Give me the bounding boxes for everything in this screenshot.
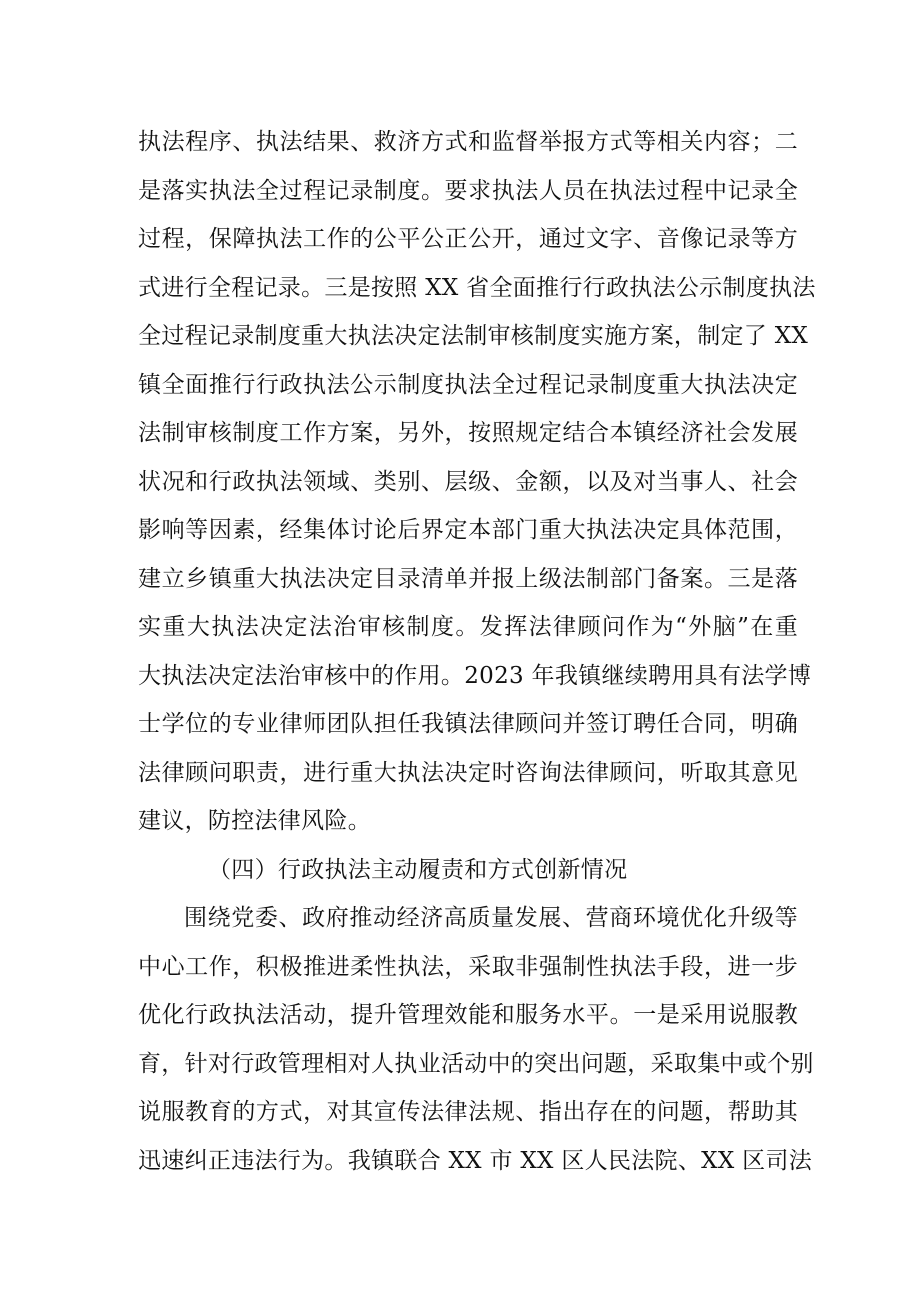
text-line: 镇全面推行行政执法公示制度执法全过程记录制度重大执法决定 — [138, 371, 798, 398]
text-line: 建议，防控法律风险。 — [138, 808, 371, 834]
text-line: 执法程序、执法结果、救济方式和监督举报方式等相关内容；二 — [138, 129, 798, 155]
text-line: 育，针对行政管理相对人执业活动中的突出问题，采取集中或个别 — [138, 1050, 814, 1077]
text-line: 说服教育的方式，对其宣传法律法规、指出存在的问题，帮助其 — [138, 1099, 798, 1125]
text-line: 过程，保障执法工作的公平公正公开，通过文字、音像记录等方 — [138, 226, 798, 252]
text-line: 围绕党委、政府推动经济高质量发展、营商环境优化升级等 — [184, 905, 798, 931]
paragraph-legal-review — [138, 118, 816, 846]
section-heading: （四）行政执法主动履责和方式创新情况 — [208, 856, 628, 883]
text-line: 法制审核制度工作方案，另外，按照规定结合本镇经济社会发展 — [138, 420, 798, 446]
text-line: 士学位的专业律师团队担任我镇法律顾问并签订聘任合同，明确 — [138, 711, 798, 737]
text-line: 实重大执法决定法治审核制度。发挥法律顾问作为“外脑”在重 — [138, 614, 798, 640]
text-line: 中心工作，积极推进柔性执法，采取非强制性执法手段，进一步 — [138, 953, 798, 980]
text-line: 大执法决定法治审核中的作用。2023 年我镇继续聘用具有法学博 — [138, 662, 812, 689]
text-line: 式进行全程记录。三是按照 XX 省全面推行行政执法公示制度执法 — [138, 274, 816, 301]
text-line: 迅速纠正违法行为。我镇联合 XX 市 XX 区人民法院、XX 区司法 — [138, 1147, 812, 1174]
text-line: 优化行政执法活动，提升管理效能和服务水平。一是采用说服教 — [138, 1002, 798, 1028]
text-line: 建立乡镇重大执法决定目录清单并报上级法制部门备案。三是落 — [138, 565, 798, 592]
text-line: 状况和行政执法领域、类别、层级、金额，以及对当事人、社会 — [138, 468, 798, 495]
paragraph-flexible-enforcement — [138, 894, 814, 1185]
text-line: 全过程记录制度重大执法决定法制审核制度实施方案，制定了 XX — [138, 323, 809, 349]
text-line: 法律顾问职责，进行重大执法决定时咨询法律顾问，听取其意见 — [138, 759, 798, 786]
text-line: 影响等因素，经集体讨论后界定本部门重大执法决定具体范围， — [138, 517, 798, 543]
text-line: 是落实执法全过程记录制度。要求执法人员在执法过程中记录全 — [138, 177, 798, 204]
document-body — [138, 118, 816, 1185]
